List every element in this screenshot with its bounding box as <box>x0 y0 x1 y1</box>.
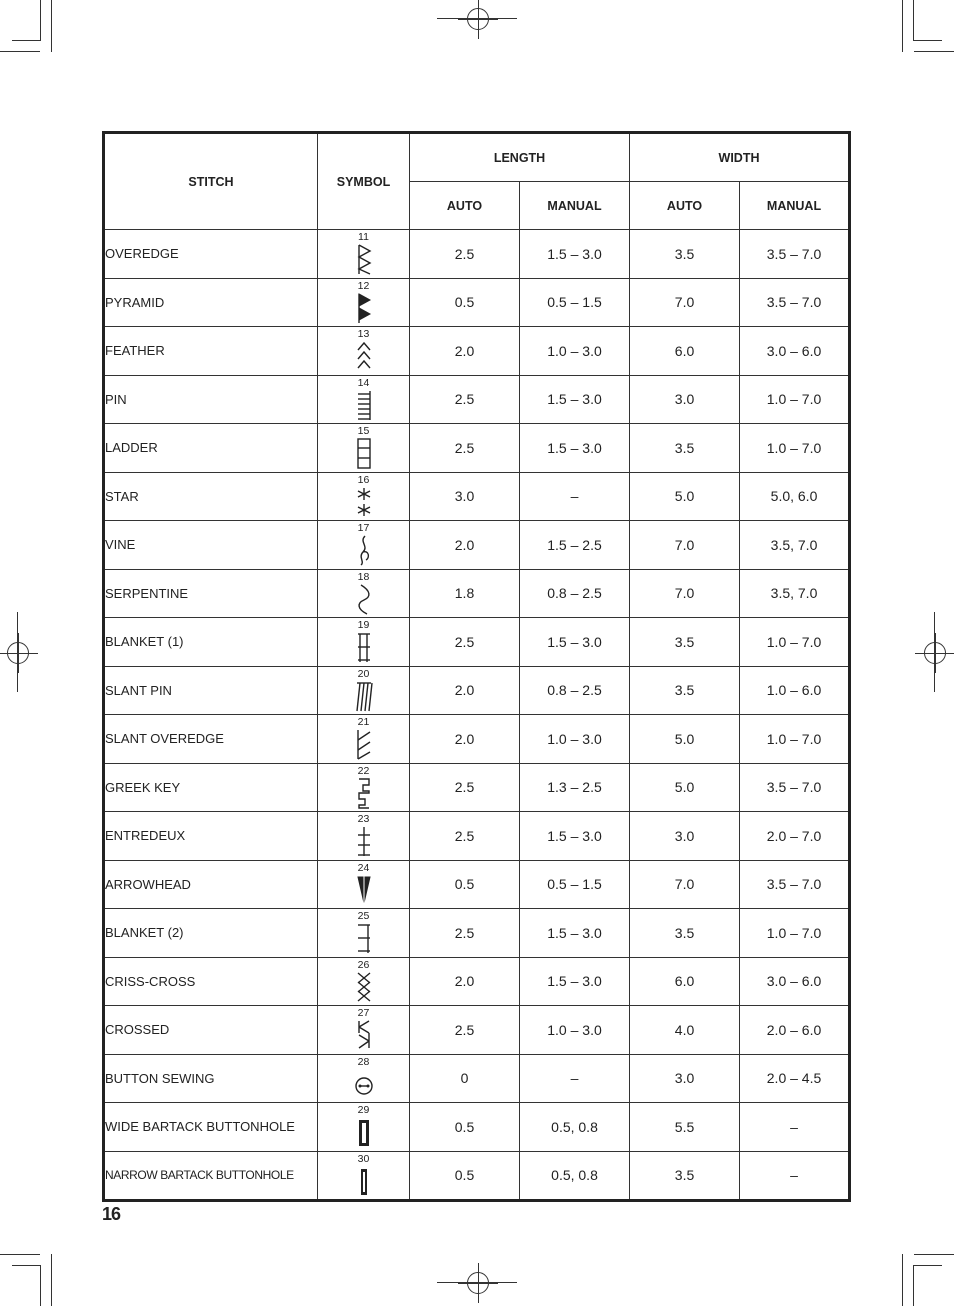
stitch-symbol <box>318 230 410 279</box>
width-manual-header: MANUAL <box>740 182 850 230</box>
length-auto-value: 2.0 <box>410 521 520 570</box>
stitch-number: 17 <box>357 522 370 534</box>
page-number: 16 <box>102 1204 121 1224</box>
width-auto-value: 3.5 <box>630 618 740 667</box>
table-row <box>104 715 850 764</box>
width-auto-value: 7.0 <box>630 860 740 909</box>
length-auto-value: 2.0 <box>410 666 520 715</box>
stitch-symbol <box>318 375 410 424</box>
stitch-symbol <box>318 424 410 473</box>
vine-stitch-icon <box>355 534 373 566</box>
length-manual-value: 1.5 – 3.0 <box>520 375 630 424</box>
width-manual-value: 5.0, 6.0 <box>740 472 850 521</box>
stitch-symbol <box>318 860 410 909</box>
table-row <box>104 1103 850 1152</box>
length-auto-value: 0.5 <box>410 1151 520 1201</box>
stitch-symbol <box>318 278 410 327</box>
registration-mark <box>7 642 29 664</box>
crop-mark <box>51 1254 52 1306</box>
stitch-number: 12 <box>357 279 370 292</box>
stitch-symbol <box>318 1103 410 1152</box>
stitch-name: CROSSED <box>104 1006 318 1055</box>
stitch-symbol <box>318 957 410 1006</box>
width-manual-value: 2.0 – 4.5 <box>740 1054 850 1103</box>
length-auto-value: 2.5 <box>410 812 520 861</box>
stitch-name: STAR <box>104 472 318 521</box>
stitch-name: ARROWHEAD <box>104 860 318 909</box>
width-auto-value: 7.0 <box>630 569 740 618</box>
length-auto-header: AUTO <box>410 182 520 230</box>
length-manual-value: – <box>520 1054 630 1103</box>
table-row <box>104 763 850 812</box>
pyramid-stitch-icon <box>355 292 373 324</box>
blanket-1-stitch-icon <box>355 631 373 663</box>
length-manual-value: 1.0 – 3.0 <box>520 327 630 376</box>
stitch-number: 23 <box>357 813 370 825</box>
slant-overedge-stitch-icon <box>355 728 373 760</box>
length-auto-value: 2.5 <box>410 375 520 424</box>
length-manual-value: 1.5 – 3.0 <box>520 909 630 958</box>
width-manual-value: 3.0 – 6.0 <box>740 327 850 376</box>
length-auto-value: 0.5 <box>410 1103 520 1152</box>
width-auto-value: 7.0 <box>630 278 740 327</box>
width-manual-value: 3.5, 7.0 <box>740 569 850 618</box>
length-manual-header: MANUAL <box>520 182 630 230</box>
width-manual-value: 3.5 – 7.0 <box>740 230 850 279</box>
width-manual-value: 1.0 – 7.0 <box>740 375 850 424</box>
stitch-name: NARROW BARTACK BUTTONHOLE <box>104 1151 318 1201</box>
width-auto-value: 3.5 <box>630 424 740 473</box>
width-manual-value: 3.5 – 7.0 <box>740 860 850 909</box>
stitch-name: FEATHER <box>104 327 318 376</box>
width-manual-value: 1.0 – 7.0 <box>740 424 850 473</box>
table-row <box>104 860 850 909</box>
length-manual-value: 0.8 – 2.5 <box>520 569 630 618</box>
crop-mark <box>913 1266 914 1306</box>
registration-mark <box>924 642 946 664</box>
table-row <box>104 375 850 424</box>
length-column-header: LENGTH <box>410 133 630 182</box>
width-auto-value: 3.0 <box>630 1054 740 1103</box>
length-manual-value: 1.5 – 3.0 <box>520 957 630 1006</box>
stitch-number: 11 <box>358 231 369 243</box>
table-row <box>104 812 850 861</box>
crop-mark <box>913 1265 942 1266</box>
pin-stitch-icon <box>355 389 373 421</box>
crop-mark <box>913 40 942 41</box>
entredeux-stitch-icon <box>355 825 373 857</box>
ladder-stitch-icon <box>355 437 373 469</box>
slant-pin-stitch-icon <box>355 680 373 712</box>
crossed-stitch-icon <box>355 1019 373 1051</box>
stitch-name: BLANKET (2) <box>104 909 318 958</box>
stitch-name: SLANT OVEREDGE <box>104 715 318 764</box>
length-manual-value: 1.5 – 3.0 <box>520 618 630 667</box>
length-manual-value: 1.0 – 3.0 <box>520 715 630 764</box>
stitch-symbol <box>318 1006 410 1055</box>
width-auto-value: 5.0 <box>630 472 740 521</box>
stitch-symbol <box>318 327 410 376</box>
crop-mark <box>12 1265 41 1266</box>
crop-mark <box>914 51 954 52</box>
width-auto-value: 5.0 <box>630 715 740 764</box>
criss-cross-stitch-icon <box>355 971 373 1003</box>
stitch-name: ENTREDEUX <box>104 812 318 861</box>
width-auto-value: 3.0 <box>630 812 740 861</box>
stitch-number: 18 <box>357 570 370 583</box>
length-manual-value: 1.3 – 2.5 <box>520 763 630 812</box>
stitch-symbol <box>318 763 410 812</box>
width-auto-value: 5.0 <box>630 763 740 812</box>
arrowhead-stitch-icon <box>355 874 373 906</box>
stitch-number: 27 <box>357 1007 370 1019</box>
width-manual-value: 1.0 – 7.0 <box>740 715 850 764</box>
stitch-settings-table <box>102 131 851 1202</box>
stitch-number: 25 <box>357 910 370 922</box>
table-row <box>104 1151 850 1201</box>
stitch-name: SLANT PIN <box>104 666 318 715</box>
width-manual-value: 2.0 – 6.0 <box>740 1006 850 1055</box>
table-row <box>104 230 850 279</box>
stitch-number: 19 <box>357 619 370 631</box>
length-manual-value: 1.5 – 3.0 <box>520 812 630 861</box>
length-auto-value: 0.5 <box>410 278 520 327</box>
length-auto-value: 2.0 <box>410 327 520 376</box>
star-stitch-icon <box>355 486 373 518</box>
stitch-name: SERPENTINE <box>104 569 318 618</box>
width-auto-value: 6.0 <box>630 957 740 1006</box>
length-auto-value: 3.0 <box>410 472 520 521</box>
table-row <box>104 909 850 958</box>
greek-key-stitch-icon <box>355 777 373 809</box>
stitch-name: PYRAMID <box>104 278 318 327</box>
crop-mark <box>12 40 41 41</box>
crop-mark <box>40 1266 41 1306</box>
length-manual-value: 0.5 – 1.5 <box>520 860 630 909</box>
width-auto-header: AUTO <box>630 182 740 230</box>
registration-mark <box>467 8 489 30</box>
crop-mark <box>913 0 914 40</box>
stitch-symbol <box>318 715 410 764</box>
stitch-number: 20 <box>357 667 370 680</box>
length-manual-value: 1.5 – 3.0 <box>520 424 630 473</box>
table-row <box>104 424 850 473</box>
stitch-symbol <box>318 812 410 861</box>
width-auto-value: 4.0 <box>630 1006 740 1055</box>
length-auto-value: 1.8 <box>410 569 520 618</box>
overedge-stitch-icon <box>355 243 373 275</box>
width-manual-value: 3.5 – 7.0 <box>740 763 850 812</box>
length-auto-value: 2.5 <box>410 230 520 279</box>
stitch-number: 16 <box>357 473 370 486</box>
stitch-symbol <box>318 521 410 570</box>
table-row <box>104 666 850 715</box>
stitch-number: 21 <box>357 716 370 728</box>
stitch-number: 29 <box>357 1104 370 1116</box>
width-manual-value: 1.0 – 7.0 <box>740 909 850 958</box>
table-row <box>104 278 850 327</box>
stitch-name: BUTTON SEWING <box>104 1054 318 1103</box>
width-manual-value: – <box>740 1103 850 1152</box>
stitch-name: BLANKET (1) <box>104 618 318 667</box>
length-auto-value: 2.5 <box>410 909 520 958</box>
stitch-name: OVEREDGE <box>104 230 318 279</box>
table-body <box>104 230 850 1201</box>
stitch-number: 14 <box>357 376 370 389</box>
length-manual-value: 0.5 – 1.5 <box>520 278 630 327</box>
stitch-number: 24 <box>357 861 370 874</box>
width-manual-value: 1.0 – 7.0 <box>740 618 850 667</box>
length-auto-value: 0.5 <box>410 860 520 909</box>
table-row <box>104 957 850 1006</box>
length-manual-value: 0.5, 0.8 <box>520 1103 630 1152</box>
stitch-name: VINE <box>104 521 318 570</box>
stitch-number: 26 <box>357 958 370 971</box>
table-row <box>104 327 850 376</box>
width-auto-value: 5.5 <box>630 1103 740 1152</box>
registration-mark <box>467 1272 489 1294</box>
serpentine-stitch-icon <box>355 583 373 615</box>
length-auto-value: 2.5 <box>410 424 520 473</box>
length-manual-value: – <box>520 472 630 521</box>
stitch-number: 22 <box>357 764 370 777</box>
stitch-symbol <box>318 569 410 618</box>
stitch-name: GREEK KEY <box>104 763 318 812</box>
width-auto-value: 6.0 <box>630 327 740 376</box>
length-manual-value: 1.5 – 2.5 <box>520 521 630 570</box>
stitch-symbol <box>318 909 410 958</box>
width-manual-value: – <box>740 1151 850 1201</box>
crop-mark <box>902 0 903 52</box>
narrow-buttonhole-stitch-icon <box>355 1165 373 1197</box>
width-auto-value: 7.0 <box>630 521 740 570</box>
stitch-symbol <box>318 1151 410 1201</box>
crop-mark <box>0 51 40 52</box>
length-manual-value: 0.8 – 2.5 <box>520 666 630 715</box>
feather-stitch-icon <box>355 340 373 372</box>
width-manual-value: 3.5, 7.0 <box>740 521 850 570</box>
table-row <box>104 1006 850 1055</box>
blanket-2-stitch-icon <box>355 922 373 954</box>
width-auto-value: 3.0 <box>630 375 740 424</box>
stitch-number: 15 <box>357 425 370 437</box>
stitch-name: PIN <box>104 375 318 424</box>
table-row <box>104 1054 850 1103</box>
stitch-column-header: STITCH <box>104 133 318 230</box>
table-row <box>104 618 850 667</box>
stitch-name: LADDER <box>104 424 318 473</box>
stitch-name: WIDE BARTACK BUTTONHOLE <box>104 1103 318 1152</box>
length-auto-value: 2.5 <box>410 618 520 667</box>
stitch-symbol <box>318 472 410 521</box>
length-auto-value: 2.0 <box>410 957 520 1006</box>
crop-mark <box>902 1254 903 1306</box>
table-row <box>104 569 850 618</box>
stitch-symbol <box>318 1054 410 1103</box>
table-row <box>104 472 850 521</box>
length-manual-value: 1.5 – 3.0 <box>520 230 630 279</box>
table-row <box>104 521 850 570</box>
width-auto-value: 3.5 <box>630 230 740 279</box>
width-manual-value: 3.5 – 7.0 <box>740 278 850 327</box>
width-auto-value: 3.5 <box>630 909 740 958</box>
stitch-symbol <box>318 618 410 667</box>
stitch-name: CRISS-CROSS <box>104 957 318 1006</box>
length-auto-value: 2.5 <box>410 1006 520 1055</box>
length-auto-value: 0 <box>410 1054 520 1103</box>
stitch-symbol <box>318 666 410 715</box>
button-sewing-stitch-icon <box>355 1068 373 1100</box>
crop-mark <box>40 0 41 40</box>
symbol-column-header: SYMBOL <box>318 133 410 230</box>
crop-mark <box>51 0 52 52</box>
width-manual-value: 2.0 – 7.0 <box>740 812 850 861</box>
length-manual-value: 0.5, 0.8 <box>520 1151 630 1201</box>
stitch-number: 28 <box>357 1055 370 1068</box>
width-auto-value: 3.5 <box>630 666 740 715</box>
width-manual-value: 1.0 – 6.0 <box>740 666 850 715</box>
width-column-header: WIDTH <box>630 133 850 182</box>
stitch-number: 30 <box>357 1152 370 1165</box>
wide-buttonhole-stitch-icon <box>355 1116 373 1148</box>
length-auto-value: 2.0 <box>410 715 520 764</box>
length-manual-value: 1.0 – 3.0 <box>520 1006 630 1055</box>
crop-mark <box>0 1254 40 1255</box>
width-auto-value: 3.5 <box>630 1151 740 1201</box>
stitch-number: 13 <box>357 328 370 340</box>
width-manual-value: 3.0 – 6.0 <box>740 957 850 1006</box>
crop-mark <box>914 1254 954 1255</box>
length-auto-value: 2.5 <box>410 763 520 812</box>
